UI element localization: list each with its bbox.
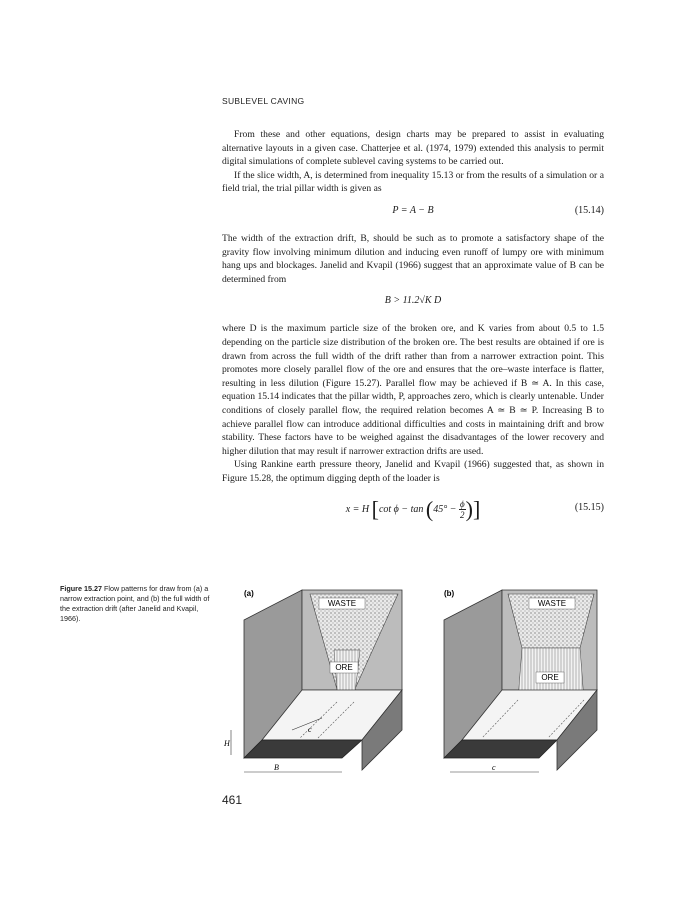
fraction-denominator: 2	[460, 510, 465, 521]
panel-a	[223, 589, 402, 772]
paragraph-5: Using Rankine earth pressure theory, Janelid and Kvapil (1966) suggested that, as shown in Figure 15.28, the optimum digging depth of the loader is	[222, 459, 604, 484]
figure-caption-text: Flow patterns for draw from (a) a narrow extraction point, and (b) the full width of the extraction drift (after Janelid and Kvapil, 1966).	[60, 584, 210, 623]
panel-a-waste-label: WASTE	[327, 599, 357, 608]
figure-caption-label: Figure 15.27	[60, 584, 102, 593]
equation-15-15-expression: x = H [cot ϕ − tan (45° − $\frac{\phi}{2}$ )]	[345, 496, 481, 522]
equation-drift-width	[222, 290, 604, 316]
equation-15-14-number: (15.14)	[574, 204, 604, 216]
panel-b-c-label: c	[492, 763, 496, 772]
panel-b-waste-label: WASTE	[537, 599, 567, 608]
equation-drift-width-expression: B > 11.2√K D	[384, 295, 442, 307]
paragraph-1: From these and other equations, design charts may be prepared to assist in evaluating alternative layouts in a given case. Chatterjee et al. (1974, 1979) extended this analysis to permit digital simulations of complete sublevel caving systems to be carried out.	[222, 129, 604, 168]
panel-b-ore-label: ORE	[541, 673, 559, 682]
equation-15-14	[222, 200, 604, 226]
paragraph-3: The width of the extraction drift, B, should be such as to promote a satisfactory shape of the gravity flow involving minimum dilution and inducing even runoff of lumpy ore with minimum hang ups and blockages. Janelid and Kvapil (1966) suggest that an approximate value of B can be determined from	[222, 232, 604, 285]
figure-caption	[60, 584, 210, 624]
equation-15-15-angle: 45° −	[433, 504, 457, 516]
running-head: SUBLEVEL CAVING	[222, 96, 305, 106]
equation-15-15-lhs: x = H	[345, 504, 370, 516]
figure-15-27	[222, 580, 602, 780]
panel-a-ore-label: ORE	[335, 663, 353, 672]
body-text	[222, 128, 604, 535]
panel-a-b-label: B	[274, 763, 279, 772]
panel-a-drift-front	[244, 740, 362, 758]
page-number: 461	[222, 793, 243, 807]
panel-a-h-label: H	[224, 739, 230, 748]
equation-15-15-fraction	[459, 499, 466, 520]
equation-15-14-expression: P = A − B	[392, 204, 434, 216]
panel-b-label: (b)	[444, 589, 455, 598]
panel-b	[444, 589, 597, 772]
equation-15-15	[222, 489, 604, 529]
panel-a-c-label: c	[308, 725, 312, 734]
fraction-numerator: ϕ	[459, 499, 465, 510]
equation-15-15-cot: cot ϕ − tan	[378, 504, 424, 516]
panel-a-label: (a)	[244, 589, 254, 598]
equation-15-15-number: (15.15)	[574, 502, 604, 514]
panel-b-drift-front	[444, 740, 557, 758]
paragraph-4: where D is the maximum particle size of the broken ore, and K varies from about 0.5 to 1.5 depending on the particle size distribution of the broken ore. The best results are obtained if ore is drawn from across the full width of the drift rather than from a narrower extraction point. This promotes more closely parallel flow of the ore and ensures that the ore–waste interface is flatter, resulting in less dilution (Figure 15.27). Parallel flow may be achieved if B ≃ A. In this case, equation 15.14 indicates that the pillar width, P, approaches zero, which is clearly untenable. Under conditions of closely parallel flow, the required relation becomes A ≃ B ≃ P. Increasing B to achieve parallel flow can introduce additional difficulties and costs in maintaining drift and brow stability. These factors have to be weighed against the disadvantages of the lower recovery and higher dilution that may result if narrower extraction drifts are used.	[222, 323, 604, 457]
paragraph-2: If the slice width, A, is determined from inequality 15.13 or from the results of a simulation or a field trial, the trial pillar width is given as	[222, 169, 604, 195]
